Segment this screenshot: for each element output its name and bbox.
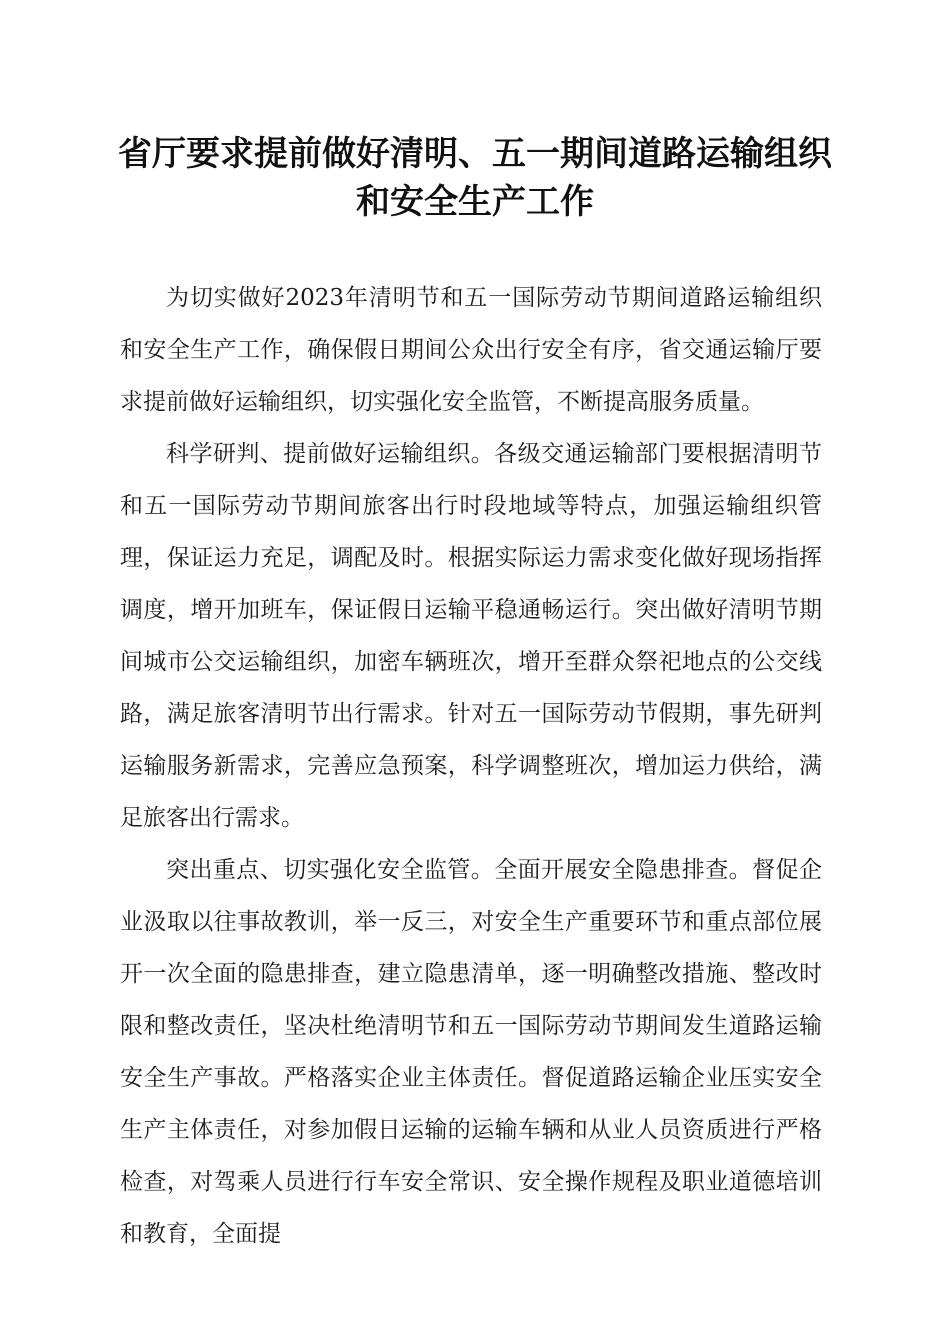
paragraph-safety-supervision: 突出重点、切实强化安全监管。全面开展安全隐患排查。督促企业汲取以往事故教训，举一反三，对安全生产重要环节和重点部位展开一次全面的隐患排查，建立隐患清单，逐一明确整改措施、整改时限和整改责任，坚决杜绝清明节和五一国际劳动节期间发生道路运输安全生产事故。严格落实企业主体责任。督促道路运输企业压实安全生产主体责任，对参加假日运输的运输车辆和从业人员资质进行严格检查，对驾乘人员进行行车安全常识、安全操作规程及职业道德培训和教育，全面提 <box>120 857 822 1247</box>
paragraph-intro: 为切实做好2023年清明节和五一国际劳动节期间道路运输组织和安全生产工作，确保假日期间公众出行安全有序，省交通运输厅要求提前做好运输组织，切实强化安全监管，不断提高服务质量。 <box>120 285 822 415</box>
document-title: 省厅要求提前做好清明、五一期间道路运输组织和安全生产工作 <box>118 134 832 222</box>
paragraph-transport-organization: 科学研判、提前做好运输组织。各级交通运输部门要根据清明节和五一国际劳动节期间旅客出行时段地域等特点，加强运输组织管理，保证运力充足，调配及时。根据实际运力需求变化做好现场指挥调度，增开加班车，保证假日运输平稳通畅运行。突出做好清明节期间城市公交运输组织，加密车辆班次，增开至群众祭祀地点的公交线路，满足旅客清明节出行需求。针对五一国际劳动节假期，事先研判运输服务新需求，完善应急预案，科学调整班次，增加运力供给，满足旅客出行需求。 <box>120 441 822 831</box>
document-body <box>120 272 822 1260</box>
